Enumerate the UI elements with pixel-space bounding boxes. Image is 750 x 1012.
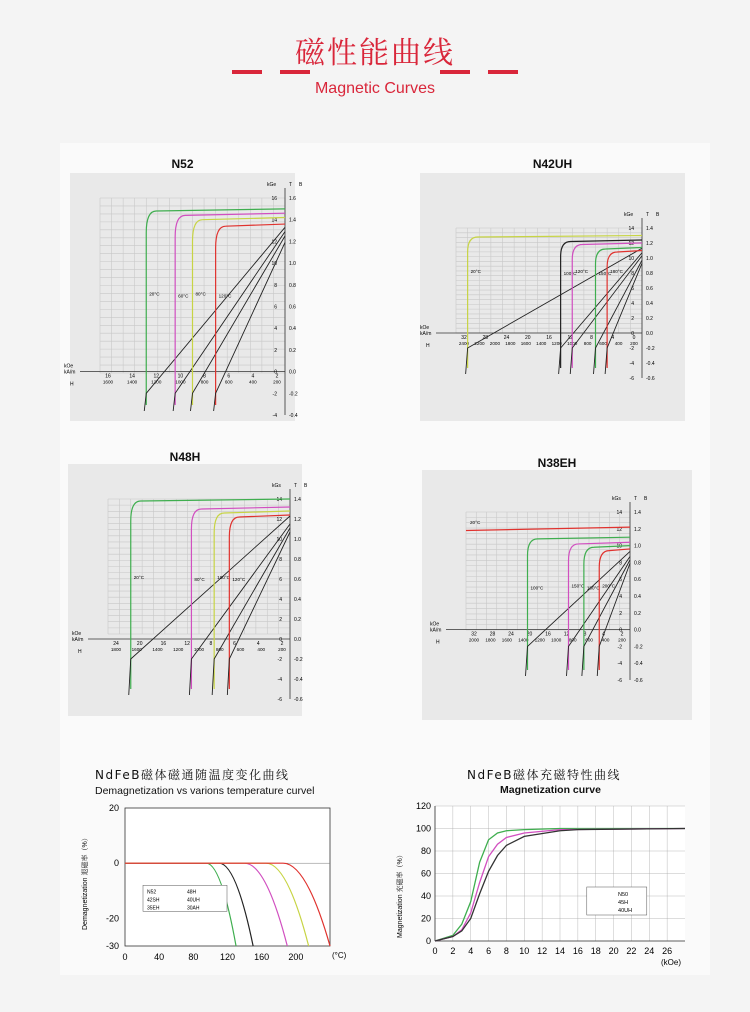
x-tick-label: 200 (618, 637, 626, 643)
x-tick-label: 200 (273, 379, 281, 385)
x-tick-label: 26 (662, 946, 673, 956)
x-tick-label: 40 (154, 952, 165, 962)
y-tick-label: 6 (619, 577, 622, 584)
y-tick-label: -0.4 (294, 677, 303, 683)
chart-card-n48h (68, 450, 308, 716)
y-tick-label: 6 (279, 577, 282, 583)
x-tick-label: 1400 (536, 341, 547, 346)
x-tick-label: 800 (568, 637, 577, 643)
y-unit-label: B (299, 182, 303, 188)
y-tick-label: -0.6 (634, 678, 643, 684)
y-tick-label: 0.6 (289, 304, 296, 311)
x-tick-label: 1800 (110, 647, 122, 652)
y-tick-label: 0.2 (294, 617, 301, 623)
x-tick-label: 32 (471, 631, 477, 638)
x-tick-label: 1000 (567, 341, 578, 346)
y-tick-label: 1.4 (294, 497, 301, 503)
x-tick-label: 1400 (152, 647, 163, 652)
x-tick-label: 10 (519, 946, 530, 956)
x-tick-label: 16 (545, 631, 551, 638)
y-tick-label: -2 (617, 644, 622, 651)
x-tick-label: 18 (590, 946, 601, 956)
page-title: 磁性能曲线 (295, 36, 455, 71)
x-unit-label: kA/m (72, 637, 84, 643)
y-unit-label: kGe (624, 212, 634, 218)
y-tick-label: 1.4 (646, 226, 653, 232)
y-tick-label: -0.2 (634, 644, 643, 651)
legend-label: 35EH (147, 905, 160, 912)
page-header (0, 0, 750, 120)
x-tick-label: 6 (233, 641, 236, 647)
y-tick-label: 120 (415, 801, 431, 811)
y-tick-label: 2 (619, 610, 622, 617)
y-tick-label: 1.2 (289, 239, 296, 246)
temp-label: 120°C (575, 269, 589, 274)
y-tick-label: 0.4 (646, 301, 653, 307)
y-tick-label: 0.8 (646, 271, 653, 277)
x-tick-label: 200 (278, 647, 286, 652)
y-tick-label: -0.6 (646, 376, 655, 382)
x-tick-label: 1000 (193, 647, 205, 652)
y-tick-label: 0 (425, 936, 431, 946)
chart-card-n52 (64, 157, 303, 421)
x-tick-label: 1200 (551, 341, 562, 346)
y-tick-label: -0.4 (646, 361, 655, 367)
x-tick-label: 800 (215, 647, 224, 652)
x-tick-label: 24 (508, 631, 514, 638)
y-tick-label: 10 (271, 261, 277, 268)
y-tick-label: 0.0 (634, 627, 641, 634)
y-tick-label: 1.4 (634, 510, 641, 516)
x-tick-label: 16 (546, 335, 552, 341)
y-tick-label: -0.4 (634, 661, 643, 668)
x-tick-label: 0 (432, 946, 438, 956)
temp-label: 150°C (598, 271, 612, 276)
y-tick-label: 20 (420, 913, 431, 924)
y-tick-label: 2 (279, 617, 282, 623)
x-tick-label: 2400 (458, 341, 470, 346)
x-tick-label: 1200 (534, 637, 545, 643)
y-tick-label: -30 (105, 941, 119, 951)
x-tick-label: 4 (611, 335, 615, 341)
x-tick-label: 8 (503, 946, 509, 956)
y-tick-label: 4 (279, 597, 282, 603)
y-tick-label: 8 (279, 557, 282, 563)
y-unit-label: T (646, 212, 650, 218)
x-tick-label: 1600 (102, 379, 114, 385)
temp-label: 120°C (218, 293, 232, 299)
y-tick-label: 1.0 (646, 256, 653, 262)
legend-box (587, 887, 647, 915)
y-tick-label: 0.2 (634, 610, 641, 617)
y-axis-label: Magnetization 充磁率（%） (397, 851, 404, 938)
y-tick-label: 4 (619, 594, 622, 600)
plot-area (125, 808, 330, 946)
x-tick-label: 14 (129, 373, 135, 380)
x-tick-label: 24 (644, 946, 655, 956)
x-tick-label: 12 (567, 335, 574, 341)
y-tick-label: -4 (272, 413, 277, 419)
legend-label: 45H (618, 900, 629, 906)
y-unit-label: B (644, 496, 648, 502)
x-tick-label: 2000 (468, 637, 480, 643)
y-tick-label: -2 (629, 346, 634, 352)
y-tick-label: 16 (271, 196, 277, 202)
temp-label: 60°C (178, 293, 189, 299)
temp-label: 120°C (232, 577, 246, 582)
temp-label: 100°C (217, 575, 230, 580)
chart-card-n42uh (420, 157, 685, 421)
x-tick-label: 16 (105, 373, 111, 380)
y-unit-label: B (304, 483, 308, 489)
y-unit-label: T (289, 182, 293, 188)
x-tick-label: 8 (203, 373, 206, 380)
x-tick-label: 12 (184, 641, 190, 647)
y-unit-label: T (294, 483, 298, 489)
y-tick-label: 0.8 (289, 282, 296, 289)
y-tick-label: 6 (274, 304, 277, 311)
x-tick-label: 2 (275, 373, 279, 380)
x-tick-label: 1800 (485, 637, 496, 643)
y-tick-label: 0.4 (634, 594, 641, 600)
x-unit-label: kOe (72, 631, 82, 637)
x-tick-label: 8 (583, 631, 587, 638)
y-tick-label: 0.6 (646, 286, 653, 292)
x-tick-label: 200 (630, 341, 638, 346)
x-tick-label: 400 (601, 637, 610, 643)
y-tick-label: 0 (113, 858, 119, 869)
y-tick-label: 1.0 (634, 543, 641, 550)
x-tick-label: 4 (251, 373, 255, 380)
demag-title: NdFeB磁体磁通随温度变化曲线 (95, 768, 290, 782)
temp-label: 180°C (586, 585, 600, 591)
x-tick-label: 600 (236, 647, 245, 652)
x-tick-label: 4 (468, 946, 474, 956)
y-tick-label: 0.2 (289, 347, 296, 354)
x-tick-label: 1600 (520, 341, 531, 346)
bh-chart-n42uh (420, 173, 685, 421)
y-tick-label: 1.0 (294, 537, 301, 543)
y-tick-label: 1.6 (289, 196, 296, 202)
y-tick-label: 0.0 (294, 637, 301, 643)
demagnetization-chart (75, 800, 345, 970)
y-tick-label: 80 (420, 846, 431, 856)
legend-label: N52 (147, 889, 157, 896)
y-tick-label: 0.0 (289, 369, 296, 376)
y-tick-label: 10 (628, 256, 634, 262)
y-tick-label: 0.0 (646, 331, 653, 337)
y-tick-label: -6 (629, 376, 634, 382)
y-tick-label: -0.2 (294, 657, 303, 663)
y-tick-label: 60 (420, 868, 431, 879)
x-tick-label: 2000 (489, 341, 501, 346)
y-tick-label: 14 (276, 497, 282, 503)
x-tick-label: 1200 (173, 647, 184, 652)
legend-label: 40UH (618, 908, 633, 914)
y-unit-label: B (656, 212, 660, 218)
y-tick-label: -6 (277, 697, 282, 703)
x-unit-label: kA/m (430, 627, 442, 634)
x-tick-label: 2 (620, 631, 624, 638)
y-tick-label: 2 (274, 347, 277, 354)
y-tick-label: -2 (272, 391, 277, 398)
y-tick-label: 0.8 (634, 560, 641, 567)
x-tick-label: 8 (209, 641, 213, 647)
temp-label: 100°C (563, 271, 577, 276)
bh-chart-n52 (64, 173, 303, 421)
y-tick-label: 100 (415, 823, 431, 834)
b-line-0 (144, 227, 285, 411)
y-unit-label: kGs (272, 483, 281, 489)
y-tick-label: -0.2 (646, 346, 655, 352)
x-tick-label: 4 (256, 641, 260, 647)
y-tick-label: 8 (274, 282, 277, 289)
y-tick-label: 12 (628, 241, 634, 247)
y-tick-label: 20 (108, 803, 119, 813)
x-unit-label: kA/m (420, 331, 432, 337)
y-tick-label: 1.0 (289, 261, 296, 268)
y-tick-label: 40 (420, 891, 431, 901)
x-tick-label: 600 (599, 341, 607, 346)
temp-label: 20°C (149, 291, 160, 297)
x-tick-label: 2200 (474, 341, 485, 346)
legend-label: 42SH (147, 897, 160, 904)
x-axis-label: (°C) (332, 951, 347, 960)
y-tick-label: 0.4 (289, 326, 296, 333)
y-tick-label: 0.2 (646, 316, 653, 322)
mag-title: NdFeB磁体充磁特性曲线 (467, 768, 621, 782)
y-tick-label: 14 (616, 510, 622, 516)
y-tick-label: 10 (616, 543, 622, 550)
chart-card-n38eh (422, 456, 692, 720)
y-tick-label: 0.4 (294, 597, 301, 603)
y-tick-label: -4 (629, 361, 634, 367)
x-tick-label: 1400 (127, 379, 138, 385)
y-tick-label: -20 (105, 913, 119, 924)
x-tick-label: 1400 (518, 637, 529, 643)
y-tick-label: 14 (271, 217, 277, 224)
x-tick-label: 2 (450, 946, 456, 956)
x-tick-label: 1600 (501, 637, 513, 643)
b-line-0 (129, 516, 290, 695)
y-tick-label: 14 (628, 226, 634, 232)
y-unit-label: kGe (267, 182, 277, 188)
x-tick-label: 8 (590, 335, 593, 341)
y-tick-label: -0.4 (289, 413, 298, 419)
chart-title: N52 (171, 157, 194, 171)
x-tick-label: 400 (249, 379, 257, 385)
y-tick-label: -2 (277, 657, 282, 663)
y-tick-label: 1.2 (646, 241, 653, 247)
x-unit-label: H (78, 649, 82, 655)
x-tick-label: 400 (614, 341, 623, 346)
chart-title: N48H (169, 450, 201, 464)
y-tick-label: 0.8 (294, 557, 301, 563)
x-tick-label: 28 (482, 335, 489, 341)
x-unit-label: H (436, 639, 440, 646)
x-unit-label: kA/m (64, 369, 76, 376)
x-tick-label: 1600 (131, 647, 142, 652)
chart-title: N38EH (537, 456, 577, 470)
temp-label: 150°C (571, 583, 585, 589)
bh-curve-3 (584, 543, 630, 670)
x-tick-label: 24 (503, 335, 510, 341)
x-tick-label: 20 (608, 946, 619, 956)
x-tick-label: 6 (486, 946, 492, 956)
x-tick-label: 2 (280, 641, 284, 647)
x-unit-label: kOe (64, 363, 74, 370)
y-axis-label: Demagnetization 退磁率（%） (82, 834, 89, 930)
x-tick-label: 32 (461, 335, 467, 341)
temp-label: 80°C (194, 577, 205, 582)
y-tick-label: 2 (631, 316, 634, 322)
y-tick-label: 10 (276, 537, 282, 543)
x-tick-label: 1200 (151, 379, 162, 385)
y-tick-label: 8 (631, 271, 634, 277)
x-tick-label: 20 (136, 641, 143, 647)
chart-title: N42UH (532, 157, 573, 171)
y-tick-label: -6 (617, 678, 622, 684)
x-unit-label: H (70, 381, 74, 388)
magnetization-chart (390, 798, 710, 968)
x-tick-label: 1800 (505, 341, 516, 346)
x-tick-label: 1000 (551, 637, 562, 643)
page-subtitle: Magnetic Curves (314, 80, 436, 97)
y-tick-label: 12 (271, 239, 277, 246)
y-tick-label: 0 (619, 627, 622, 634)
y-tick-label: 12 (276, 517, 282, 523)
x-tick-label: 0 (122, 952, 128, 962)
bh-curve-0 (468, 236, 642, 369)
mag-subtitle: Magnetization curve (500, 784, 601, 796)
x-tick-label: 28 (489, 631, 496, 638)
x-tick-label: 800 (583, 341, 592, 346)
x-tick-label: 12 (153, 373, 160, 380)
x-tick-label: 400 (257, 647, 266, 652)
x-tick-label: 160 (254, 952, 270, 962)
y-tick-label: 0 (631, 331, 634, 337)
y-tick-label: 1.4 (289, 217, 296, 224)
demag-subtitle: Demagnetization vs varions temperature curvel (95, 785, 315, 797)
x-tick-label: 600 (224, 379, 233, 385)
temp-label: 20°C (470, 520, 481, 526)
x-tick-label: 200 (288, 952, 304, 962)
x-tick-label: 22 (626, 946, 637, 956)
x-tick-label: 16 (160, 641, 167, 647)
bh-chart-n38eh (422, 470, 692, 720)
y-tick-label: 0.6 (634, 577, 641, 584)
y-tick-label: -0.6 (294, 697, 303, 703)
y-tick-label: 0 (279, 637, 282, 643)
legend-label: 40UH (187, 897, 200, 904)
x-tick-label: 14 (554, 946, 566, 956)
x-tick-label: 20 (526, 631, 533, 638)
x-tick-label: 20 (524, 335, 531, 341)
x-axis-label: (kOe) (661, 958, 681, 967)
temp-label: 180°C (610, 269, 623, 274)
bh-curve-1 (191, 507, 290, 689)
y-unit-label: kGs (612, 496, 621, 502)
temp-label: 20°C (470, 269, 481, 274)
y-tick-label: 4 (631, 301, 634, 307)
x-tick-label: 80 (188, 952, 199, 962)
x-tick-label: 16 (572, 946, 583, 956)
y-tick-label: 0.6 (294, 577, 301, 583)
y-tick-label: 0 (274, 369, 277, 376)
x-tick-label: 12 (563, 631, 570, 638)
temp-label: 200°C (602, 583, 616, 589)
y-tick-label: 8 (619, 560, 622, 567)
y-tick-label: 1.2 (294, 517, 301, 523)
y-unit-label: T (634, 496, 638, 502)
x-unit-label: kOe (420, 325, 430, 331)
y-tick-label: 12 (616, 526, 622, 533)
legend-label: N50 (618, 892, 629, 898)
x-tick-label: 4 (602, 631, 605, 638)
x-tick-label: 10 (177, 373, 184, 380)
x-unit-label: kOe (430, 621, 440, 628)
bh-chart-n48h (68, 464, 308, 716)
temp-label: 80°C (195, 291, 206, 297)
y-tick-label: -4 (617, 661, 622, 668)
y-tick-label: 6 (631, 286, 634, 292)
x-tick-label: 600 (585, 637, 593, 643)
x-tick-label: 1000 (175, 379, 186, 385)
y-tick-label: 4 (274, 326, 277, 333)
x-tick-label: 24 (113, 641, 119, 647)
legend-label: 30AH (187, 905, 200, 912)
y-tick-label: 1.2 (634, 526, 641, 533)
x-tick-label: 12 (537, 946, 548, 956)
x-tick-label: 800 (200, 379, 209, 385)
temp-label: 20°C (133, 575, 145, 580)
x-tick-label: 120 (219, 952, 236, 962)
temp-label: 100°C (530, 585, 544, 591)
x-unit-label: H (426, 343, 430, 349)
x-tick-label: 0 (632, 335, 636, 341)
x-tick-label: 6 (227, 373, 231, 380)
y-tick-label: -4 (277, 677, 282, 683)
legend-label: 48H (187, 889, 197, 896)
b-line-3 (594, 260, 643, 374)
y-tick-label: -0.2 (289, 391, 298, 398)
